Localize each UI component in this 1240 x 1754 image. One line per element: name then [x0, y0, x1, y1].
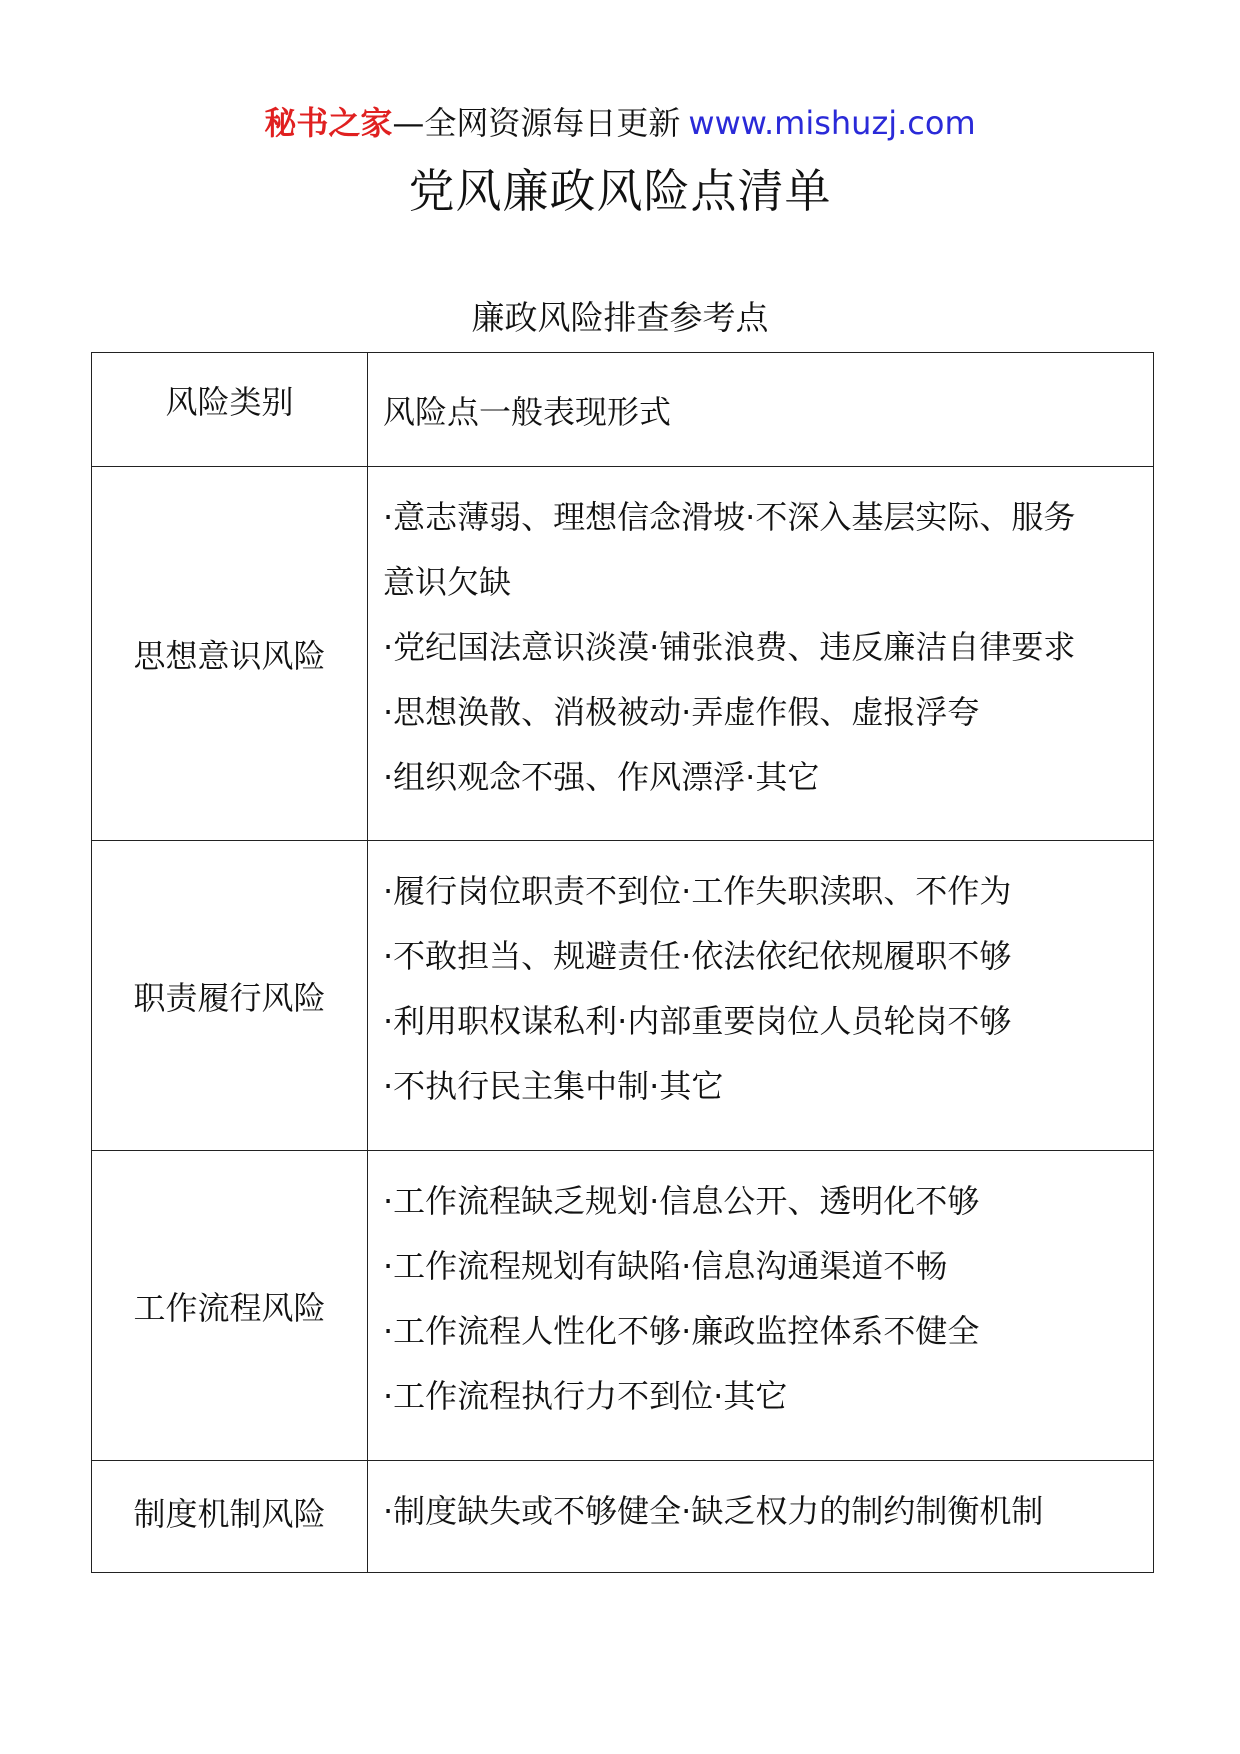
table-row [92, 467, 1154, 841]
forms-line: ·意志薄弱、理想信念滑坡·不深入基层实际、服务 [383, 498, 1076, 536]
site-slogan: —全网资源每日更新 [392, 104, 681, 142]
table-row [92, 1461, 1154, 1573]
forms-line: 意识欠缺 [383, 563, 512, 601]
site-url[interactable]: www.mishuzj.com [688, 104, 976, 142]
row-forms [368, 467, 1154, 841]
row-category: 职责履行风险 [92, 841, 368, 1151]
document-subtitle: 廉政风险排查参考点 [471, 298, 769, 337]
header-category: 风险类别 [92, 353, 368, 467]
row-category: 制度机制风险 [92, 1461, 368, 1573]
forms-line: ·工作流程缺乏规划·信息公开、透明化不够 [383, 1182, 980, 1220]
forms-line: ·制度缺失或不够健全·缺乏权力的制约制衡机制 [383, 1492, 1044, 1530]
row-category: 工作流程风险 [92, 1151, 368, 1461]
forms-line: ·思想涣散、消极被动·弄虚作假、虚报浮夸 [383, 693, 980, 731]
table-row [92, 841, 1154, 1151]
brand-name: 秘书之家 [264, 104, 393, 142]
forms-line: ·利用职权谋私利·内部重要岗位人员轮岗不够 [383, 1002, 1012, 1040]
header-forms: 风险点一般表现形式 [368, 353, 1154, 467]
forms-line: ·工作流程规划有缺陷·信息沟通渠道不畅 [383, 1247, 948, 1285]
row-forms [368, 1461, 1154, 1573]
site-header [0, 100, 1240, 146]
forms-line: ·工作流程执行力不到位·其它 [383, 1377, 788, 1415]
forms-line: ·组织观念不强、作风漂浮·其它 [383, 758, 820, 796]
forms-line: ·党纪国法意识淡漠·铺张浪费、违反廉洁自律要求 [383, 628, 1076, 666]
forms-line: ·不执行民主集中制·其它 [383, 1067, 724, 1105]
forms-line: ·不敢担当、规避责任·依法依纪依规履职不够 [383, 937, 1012, 975]
row-category: 思想意识风险 [92, 467, 368, 841]
row-forms [368, 841, 1154, 1151]
forms-line: ·工作流程人性化不够·廉政监控体系不健全 [383, 1312, 980, 1350]
forms-line: ·履行岗位职责不到位·工作失职渎职、不作为 [383, 872, 1012, 910]
table-row [92, 1151, 1154, 1461]
risk-table [91, 352, 1154, 1573]
row-forms [368, 1151, 1154, 1461]
table-header-row [92, 353, 1154, 467]
document-title: 党风廉政风险点清单 [408, 164, 832, 218]
